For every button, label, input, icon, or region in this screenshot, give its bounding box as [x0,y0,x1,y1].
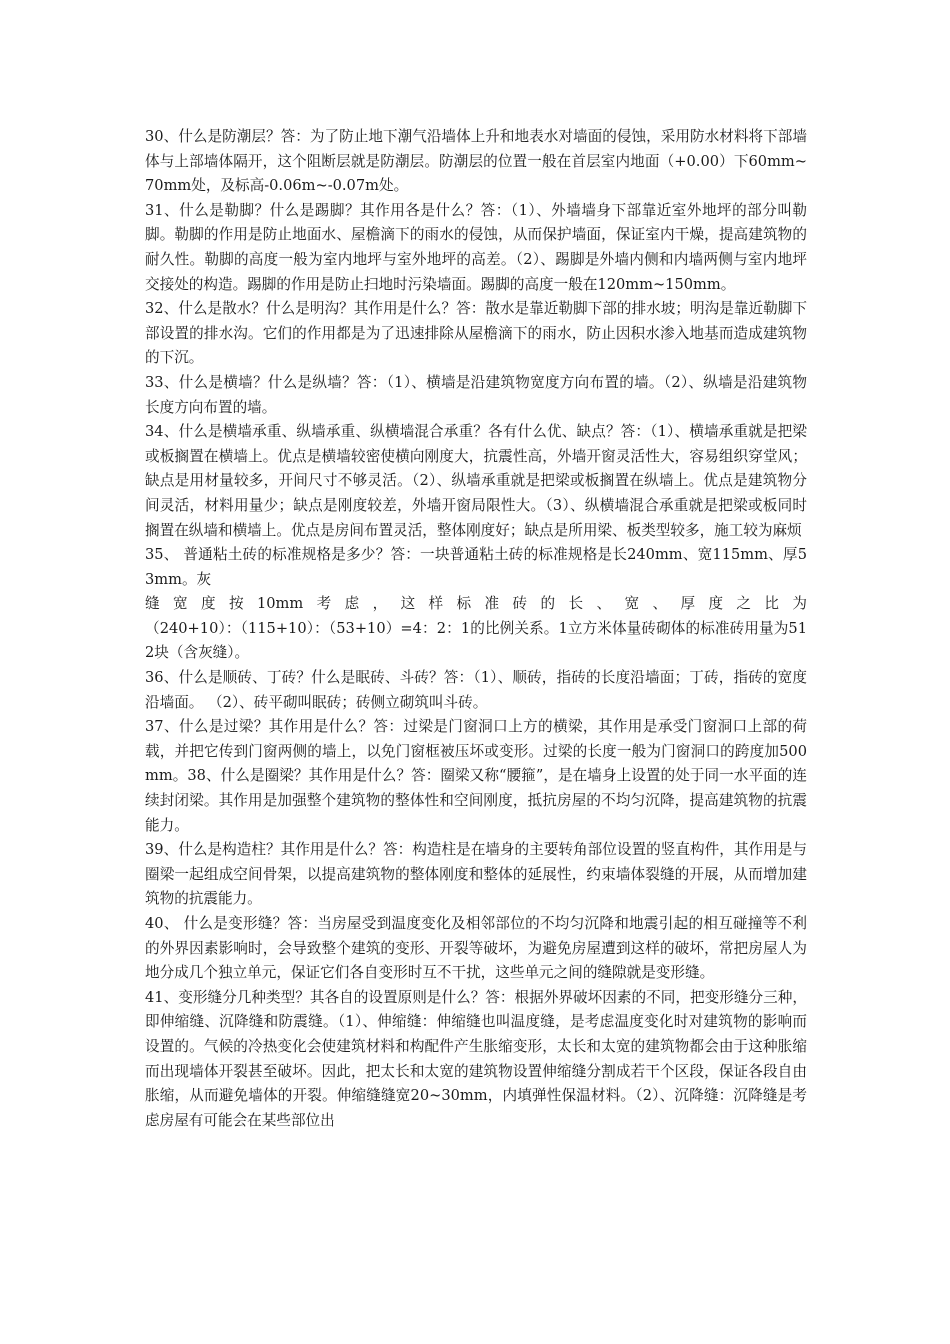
paragraph-30: 30、什么是防潮层？答：为了防止地下潮气沿墙体上升和地表水对墙面的侵蚀，采用防水材料将下部墙体与上部墙体隔开，这个阻断层就是防潮层。防潮层的位置一般在首层室内地面（+0.00）下60mm~70mm处，及标高-0.06m~-0.07m处。 [145,128,807,195]
paragraph-35: 35、 普通粘土砖的标准规格是多少？答：一块普通粘土砖的标准规格是长240mm、宽115mm、厚53mm。灰 [145,546,807,588]
paragraph-33: 33、什么是横墙？什么是纵墙？答：（1）、横墙是沿建筑物宽度方向布置的墙。（2）、纵墙是沿建筑物长度方向布置的墙。 [145,373,807,416]
paragraph-32: 32、什么是散水？什么是明沟？其作用是什么？答：散水是靠近勒脚下部的排水坡；明沟是靠近勒脚下部设置的排水沟。它们的作用都是为了迅速排除从屋檐滴下的雨水，防止因积水渗入地基而造成建筑物的下沉。 [145,300,807,367]
paragraph-39: 39、什么是构造柱？其作用是什么？答：构造柱是在墙身的主要转角部位设置的竖直构件，其作用是与圈梁一起组成空间骨架，以提高建筑物的整体刚度和整体的延展性，约束墙体裂缝的开展，从而增加建筑物的抗震能力。 [145,841,807,908]
document-page [145,125,807,1133]
paragraph-40: 40、 什么是变形缝？答：当房屋受到温度变化及相邻部位的不均匀沉降和地震引起的相互碰撞等不利的外界因素影响时，会导致整个建筑的变形、开裂等破坏，为避免房屋遭到这样的破坏，常把房屋人为地分成几个独立单元，保证它们各自变形时互不干扰，这些单元之间的缝隙就是变形缝。 [145,915,807,982]
paragraph-34: 34、什么是横墙承重、纵墙承重、纵横墙混合承重？各有什么优、缺点？答：（1）、横墙承重就是把梁或板搁置在横墙上。优点是横墙较密使横向刚度大，抗震性高，外墙开窗灵活性大，容易组织穿堂风；缺点是用材量较多，开间尺寸不够灵活。（2）、纵墙承重就是把梁或板搁置在纵墙上。优点是建筑物分间灵活，材料用量少；缺点是刚度较差，外墙开窗局限性大。（3）、纵横墙混合承重就是把梁或板同时搁置在纵墙和横墙上。优点是房间布置灵活，整体刚度好；缺点是所用梁、板类型较多，施工较为麻烦 [145,423,807,539]
paragraph-41: 41、变形缝分几种类型？其各自的设置原则是什么？答：根据外界破坏因素的不同，把变形缝分三种，即伸缩缝、沉降缝和防震缝。（1）、伸缩缝：伸缩缝也叫温度缝，是考虑温度变化时对建筑物的影响而设置的。气候的冷热变化会使建筑材料和构配件产生胀缩变形，太长和太宽的建筑物都会由于这种胀缩而出现墙体开裂甚至破坏。因此，把太长和太宽的建筑物设置伸缩缝分割成若干个区段，保证各段自由胀缩，从而避免墙体的开裂。伸缩缝缝宽20~30mm，内填弹性保温材料。（2）、沉降缝：沉降缝是考虑房屋有可能会在某些部位出 [145,988,807,1129]
paragraph-35-continued: （240+10）：（115+10）：（53+10）=4：2：1的比例关系。1立方米体量砖砌体的标准砖用量为512块（含灰缝）。 [145,619,807,662]
paragraph-37-38: 37、什么是过梁？其作用是什么？答：过梁是门窗洞口上方的横梁，其作用是承受门窗洞口上部的荷载，并把它传到门窗两侧的墙上，以免门窗框被压坏或变形。过梁的长度一般为门窗洞口的跨度加500mm。38、什么是圈梁？其作用是什么？答：圈梁又称“腰箍”，是在墙身上设置的处于同一水平面的连续封闭梁。其作用是加强整个建筑物的整体性和空间刚度，抵抗房屋的不均匀沉降，提高建筑物的抗震能力。 [145,718,807,834]
paragraph-31: 31、什么是勒脚？什么是踢脚？其作用各是什么？答：（1）、外墙墙身下部靠近室外地坪的部分叫勒脚。勒脚的作用是防止地面水、屋檐滴下的雨水的侵蚀，从而保护墙面，保证室内干燥，提高建筑物的耐久性。勒脚的高度一般为室内地坪与室外地坪的高差。（2）、踢脚是外墙内侧和内墙两侧与室内地坪交接处的构造。踢脚的作用是防止扫地时污染墙面。踢脚的高度一般在120mm~150mm。 [145,201,807,293]
paragraph-35-spaced-line: 缝宽度按10mm考虑，这样标准砖的长、宽、厚度之比为 [145,595,807,613]
paragraph-36: 36、什么是顺砖、丁砖？什么是眠砖、斗砖？答：（1）、顺砖，指砖的长度沿墙面；丁砖，指砖的宽度沿墙面。 （2）、砖平砌叫眠砖；砖侧立砌筑叫斗砖。 [145,669,807,711]
